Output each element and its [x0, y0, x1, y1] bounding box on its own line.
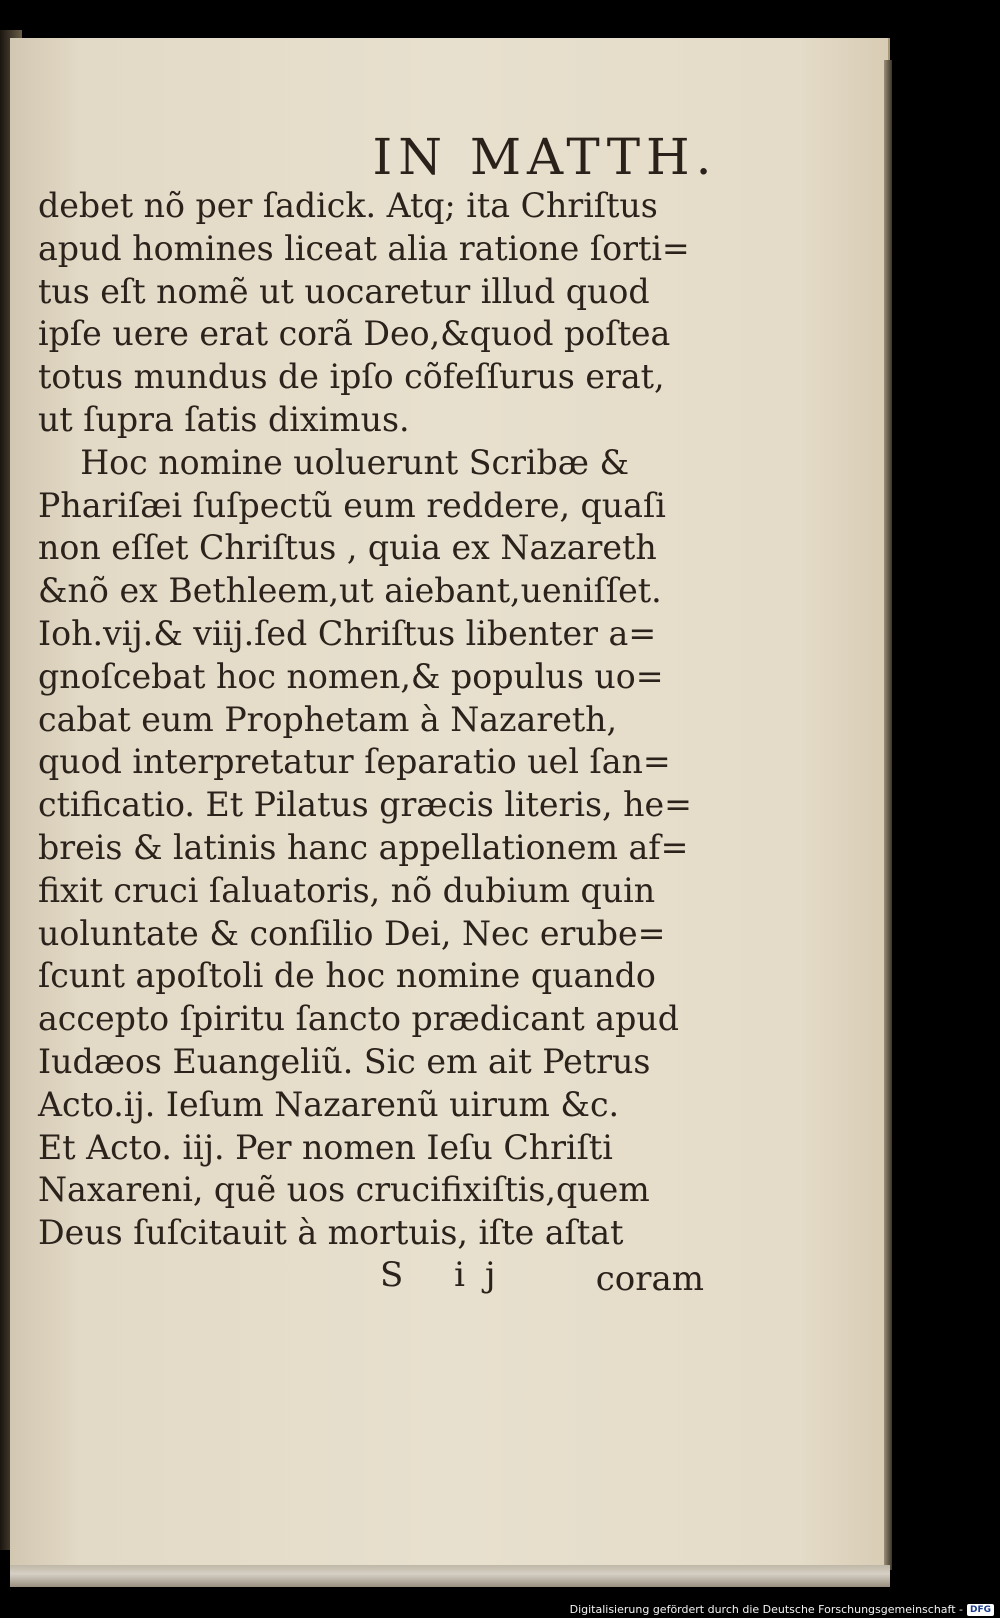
- text-line: gnoſcebat hoc nomen,& populus uo=: [38, 656, 664, 696]
- text-line: Hoc nomine uoluerunt Scribæ &: [38, 442, 630, 482]
- text-line: Ioh.vij.& viij.ſed Chriſtus libenter a=: [38, 613, 657, 653]
- text-line: &nõ ex Bethleem,ut aiebant,ueniſſet.: [38, 571, 662, 611]
- catchword: coram: [595, 1259, 704, 1299]
- text-line: Phariſæi ſuſpectũ eum reddere, quaſi: [38, 485, 666, 525]
- text-line: ſcunt apoſtoli de hoc nomine quando: [38, 956, 656, 996]
- text-line: ut ſupra ſatis diximus.: [38, 399, 410, 439]
- running-title: IN MATTH.: [372, 128, 718, 186]
- text-line: non eſſet Chriſtus , quia ex Nazareth: [38, 528, 657, 568]
- text-line: Deus ſuſcitauit à mortuis, iſte aſtat: [38, 1213, 624, 1253]
- text-line: ctificatio. Et Pilatus græcis literis, he=: [38, 785, 692, 825]
- text-line: cabat eum Prophetam à Nazareth,: [38, 699, 618, 739]
- text-line: totus mundus de ipſo cõfeſſurus erat,: [38, 357, 665, 397]
- page-footer: [38, 1255, 704, 1299]
- page-edge-bottom: [10, 1565, 890, 1587]
- text-line: breis & latinis hanc appellationem af=: [38, 827, 689, 867]
- text-line: Et Acto. iij. Per nomen Ieſu Chriſti: [38, 1127, 613, 1167]
- text-line: fixit cruci ſaluatoris, nõ dubium quin: [38, 870, 656, 910]
- signature-mark: S ij: [380, 1255, 516, 1295]
- text-line: uoluntate & conſilio Dei, Nec erube=: [38, 913, 666, 953]
- dfg-logo: DFG: [967, 1604, 994, 1616]
- page-edge-right: [884, 60, 892, 1570]
- text-line: ipſe uere erat corã Deo,&quod poſtea: [38, 314, 671, 354]
- text-line: Acto.ij. Ieſum Nazarenũ uirum &c.: [38, 1084, 620, 1124]
- text-line: Naxareni, quẽ uos crucifixiſtis,quem: [38, 1170, 650, 1210]
- text-line: quod interpretatur ſeparatio uel ſan=: [38, 742, 671, 782]
- text-line: Iudæos Euangeliũ. Sic em ait Petrus: [38, 1041, 651, 1081]
- digitization-credit: [570, 1603, 994, 1616]
- text-line: accepto ſpiritu ſancto prædicant apud: [38, 999, 679, 1039]
- text-line: debet nõ per ſadick. Atq; ita Chriſtus: [38, 186, 658, 225]
- body-text: [38, 185, 698, 1255]
- text-line: tus eſt nomẽ ut uocaretur illud quod: [38, 271, 650, 311]
- credit-text: Digitalisierung gefördert durch die Deutsche Forschungsgemeinschaft -: [569, 1603, 963, 1616]
- text-line: apud homines liceat alia ratione ſorti=: [38, 228, 690, 268]
